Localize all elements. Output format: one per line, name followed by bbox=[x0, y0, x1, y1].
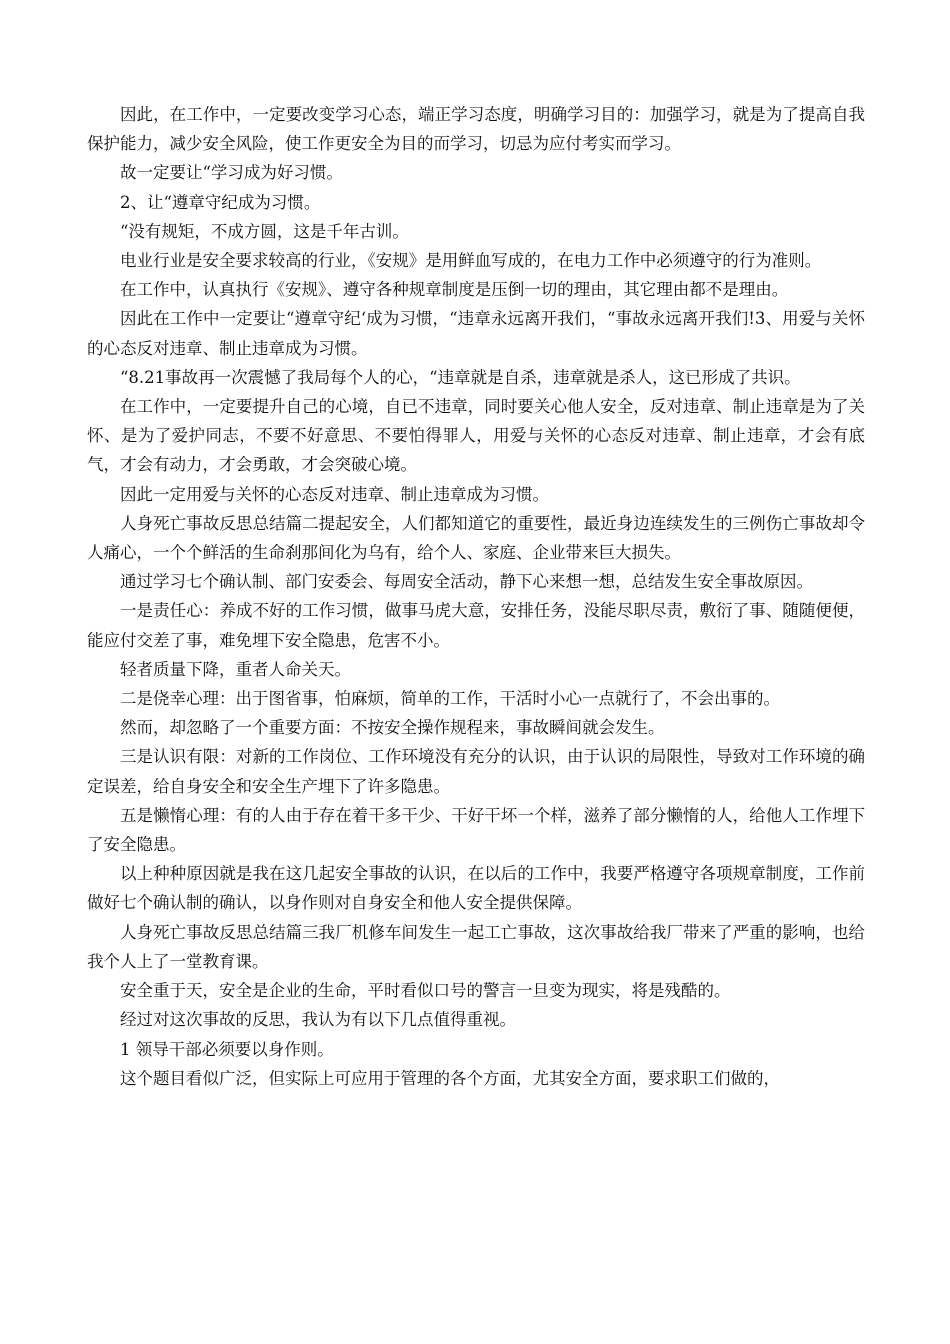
paragraph: 然而，却忽略了一个重要方面：不按安全操作规程来，事故瞬间就会发生。 bbox=[120, 718, 665, 738]
paragraph: 安全重于天，安全是企业的生命，平时看似口号的警言一旦变为现实，将是残酷的。 bbox=[120, 981, 731, 1001]
paragraph: 1 领导干部必须要以身作则。 bbox=[120, 1039, 334, 1059]
paragraph: 人身死亡事故反思总结篇二提起安全，人们都知道它的重要性，最近身边连续发生的三例伤亡事故却令人痛心，一个个鲜活的生命刹那间化为乌有，给个人、家庭、企业带来巨大损失。 bbox=[87, 513, 865, 563]
paragraph: 一是责任心：养成不好的工作习惯，做事马虎大意，安排任务，没能尽职尽责，敷衍了事、随随便便，能应付交差了事，难免埋下安全隐患，危害不小。 bbox=[87, 601, 865, 650]
paragraph: 这个题目看似广泛，但实际上可应用于管理的各个方面，尤其安全方面，要求职工们做的， bbox=[120, 1068, 780, 1088]
paragraph: 故一定要让“学习成为好习惯。 bbox=[120, 163, 343, 183]
paragraph: 二是侥幸心理：出于图省事，怕麻烦，简单的工作，干活时小心一点就行了，不会出事的。 bbox=[120, 689, 780, 709]
paragraph: 通过学习七个确认制、部门安委会、每周安全活动，静下心来想一想，总结发生安全事故原因。 bbox=[120, 572, 813, 592]
paragraph: “8.21事故再一次震憾了我局每个人的心，“违章就是自杀，违章就是杀人，这已形成了共识。 bbox=[120, 367, 801, 387]
paragraph: 因此一定用爱与关怀的心态反对违章、制止违章成为习惯。 bbox=[120, 484, 549, 504]
paragraph: 2、让“遵章守纪成为习惯。 bbox=[120, 192, 321, 212]
paragraph: 在工作中，一定要提升自己的心境，自已不违章，同时要关心他人安全，反对违章、制止违章是为了关怀、是为了爱护同志，不要不好意思、不要怕得罪人，用爱与关怀的心态反对违章、制止违章，才会有底气，才会有动力，才会勇敢，才会突破心境。 bbox=[87, 397, 865, 475]
paragraph: 经过对这次事故的反思，我认为有以下几点值得重视。 bbox=[120, 1010, 516, 1030]
paragraph: “没有规矩，不成方圆，这是千年古训。 bbox=[120, 221, 409, 241]
paragraph: 轻者质量下降，重者人命关天。 bbox=[120, 659, 351, 679]
paragraph: 三是认识有限：对新的工作岗位、工作环境没有充分的认识，由于认识的局限性，导致对工作环境的确定误差，给自身安全和安全生产埋下了许多隐患。 bbox=[87, 747, 865, 796]
paragraph: 在工作中，认真执行《安规》、遵守各种规章制度是压倒一切的理由，其它理由都不是理由。 bbox=[120, 280, 789, 300]
paragraph: 人身死亡事故反思总结篇三我厂机修车间发生一起工亡事故，这次事故给我厂带来了严重的影响，也给我个人上了一堂教育课。 bbox=[87, 922, 865, 971]
document-page bbox=[87, 100, 865, 1093]
paragraph: 五是懒惰心理：有的人由于存在着干多干少、干好干坏一个样，滋养了部分懒惰的人，给他人工作埋下了安全隐患。 bbox=[87, 805, 865, 855]
paragraph: 电业行业是安全要求较高的行业，《安规》是用鲜血写成的，在电力工作中必须遵守的行为准则。 bbox=[120, 251, 822, 271]
paragraph: 因此，在工作中，一定要改变学习心态，端正学习态度，明确学习目的：加强学习，就是为了提高自我保护能力，减少安全风险，使工作更安全为目的而学习，切忌为应付考实而学习。 bbox=[87, 105, 865, 154]
paragraph: 以上种种原因就是我在这几起安全事故的认识，在以后的工作中，我要严格遵守各项规章制度，工作前做好七个确认制的确认，以身作则对自身安全和他人安全提供保障。 bbox=[87, 864, 865, 913]
paragraph: 因此在工作中一定要让“遵章守纪‘成为习惯，“违章永远离开我们，“事故永远离开我们!3、用爱与关怀的心态反对违章、制止违章成为习惯。 bbox=[87, 309, 865, 358]
